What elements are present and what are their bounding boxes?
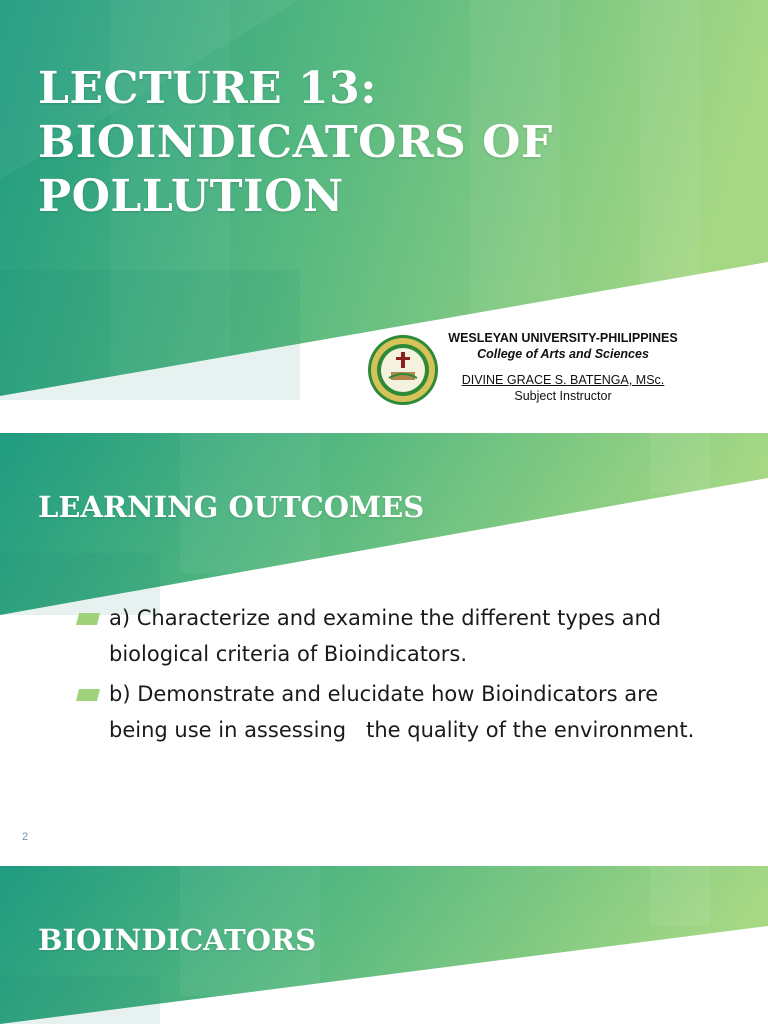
slide-title bbox=[0, 0, 768, 418]
instructor-role: Subject Instructor bbox=[514, 389, 612, 403]
section-title: LEARNING OUTCOMES bbox=[38, 490, 425, 524]
outcome-text: a) Characterize and examine the different types and biological criteria of Bioindicators. bbox=[109, 606, 662, 666]
instructor-name: DIVINE GRACE S. BATENGA, MSc. bbox=[461, 373, 665, 387]
university-seal-icon bbox=[367, 334, 439, 406]
list-item bbox=[76, 676, 716, 748]
bullet-icon bbox=[76, 689, 100, 701]
list-item bbox=[76, 600, 716, 672]
bullet-icon bbox=[76, 613, 100, 625]
university-name: WESLEYAN UNIVERSITY-PHILIPPINES bbox=[448, 331, 678, 345]
page-number: 2 bbox=[22, 831, 29, 843]
section-title: BIOINDICATORS bbox=[38, 923, 317, 957]
college-name: College of Arts and Sciences bbox=[477, 347, 649, 361]
outcomes-list bbox=[76, 600, 716, 752]
slide-learning-outcomes bbox=[0, 433, 768, 851]
outcome-text: b) Demonstrate and elucidate how Bioindicators are being use in assessing the quality of the environment. bbox=[109, 682, 695, 742]
institution-info bbox=[440, 330, 686, 404]
lecture-title: LECTURE 13: BIOINDICATORS OF POLLUTION bbox=[38, 63, 553, 222]
slide-bioindicators bbox=[0, 866, 768, 1024]
